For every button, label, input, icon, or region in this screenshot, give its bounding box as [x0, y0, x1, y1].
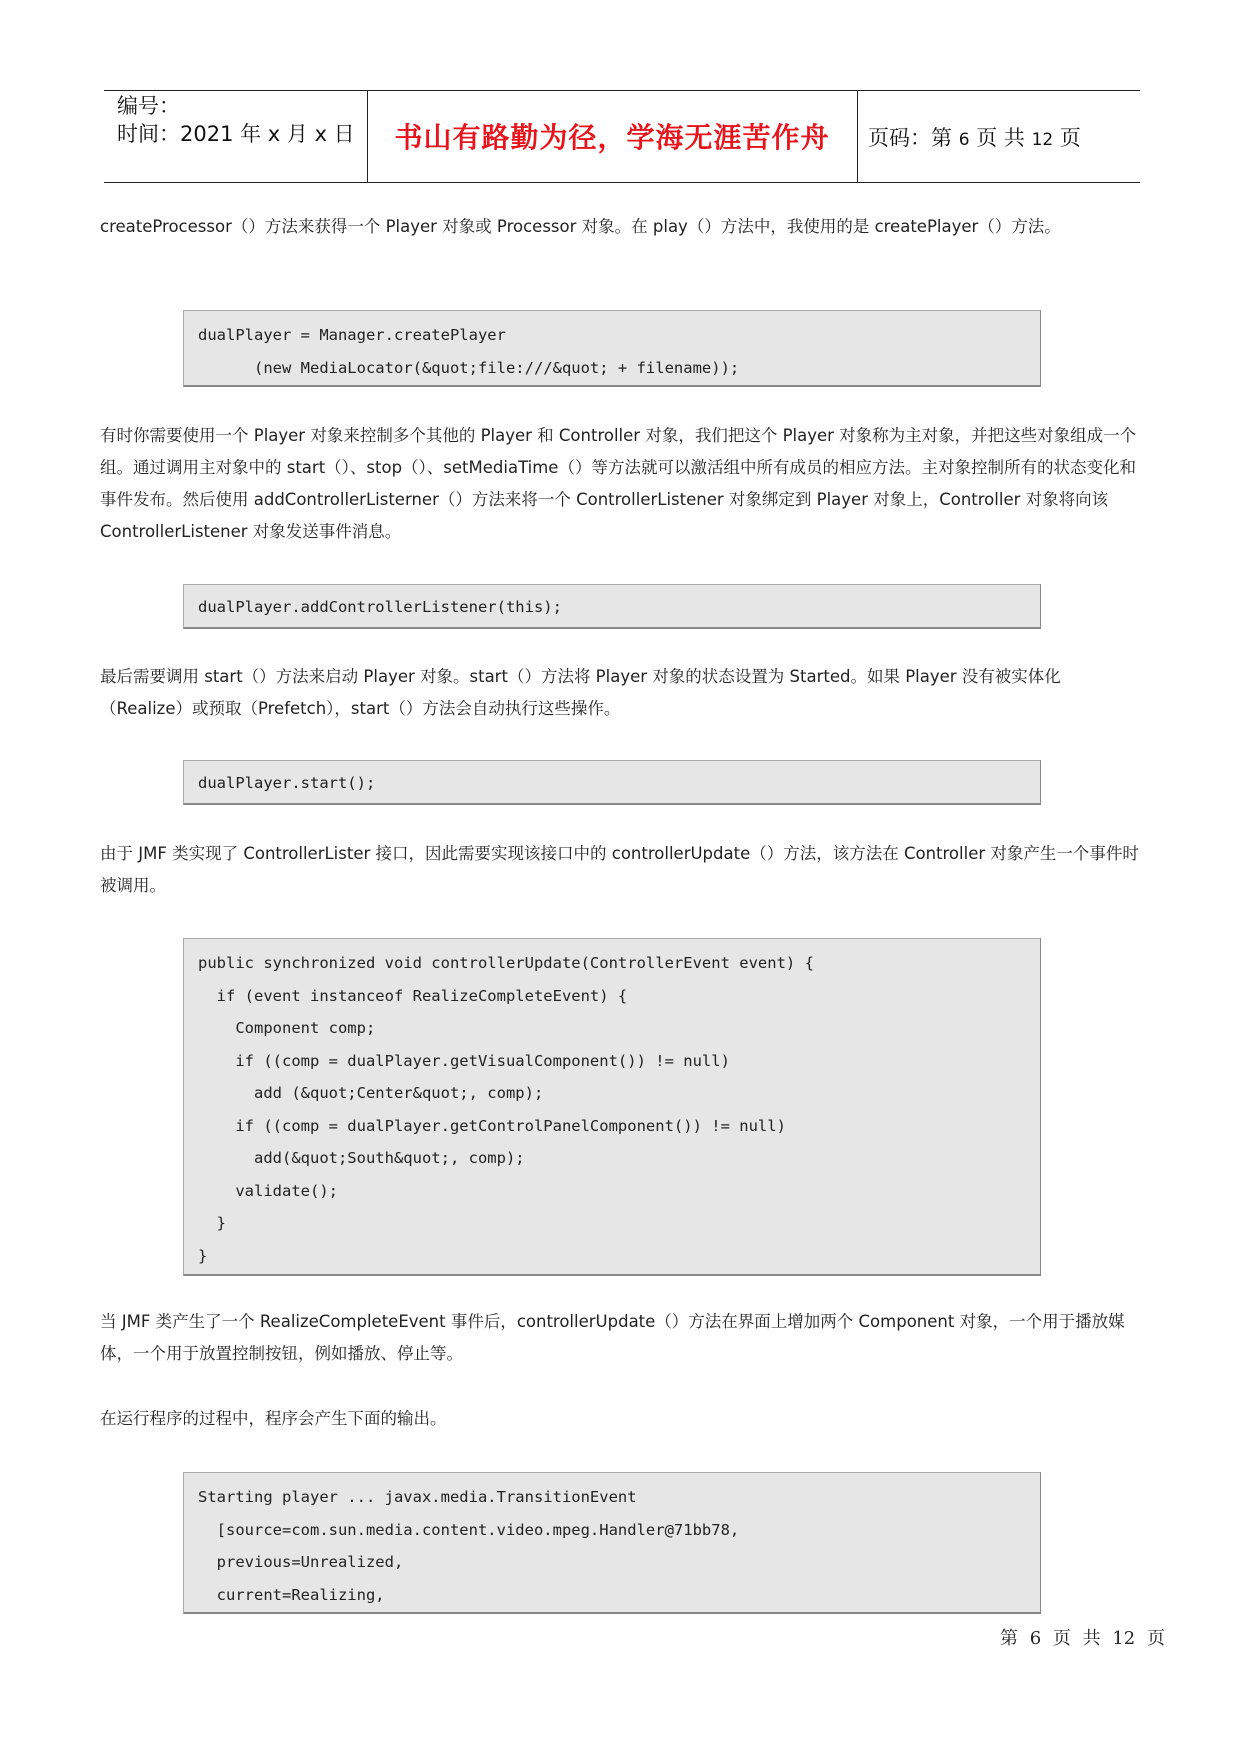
code-line: current=Realizing,: [198, 1585, 385, 1604]
code-block-5: [183, 1472, 1041, 1614]
paragraph-4: 由于 JMF 类实现了 ControllerLister 接口，因此需要实现该接口中的 controllerUpdate（）方法，该方法在 Controller 对象产生一个事件时被调用。: [100, 844, 1139, 895]
code-line: if ((comp = dualPlayer.getControlPanelComponent()) != null): [198, 1116, 786, 1135]
paragraph-5: 当 JMF 类产生了一个 RealizeCompleteEvent 事件后，controllerUpdate（）方法在界面上增加两个 Component 对象，一个用于播放媒体，一个用于放置控制按钮，例如播放、停止等。: [100, 1312, 1125, 1363]
page-total: 12: [1031, 130, 1054, 150]
code-line: previous=Unrealized,: [198, 1553, 404, 1571]
paragraph-1: createProcessor（）方法来获得一个 Player 对象或 Processor 对象。在 play（）方法中，我使用的是 createPlayer（）方法。: [100, 217, 1061, 236]
time-label: 时间：2021 年 x 月 x 日: [117, 122, 355, 146]
code-line: }: [198, 1214, 226, 1232]
code-line: if (event instanceof RealizeCompleteEvent) {: [198, 986, 628, 1005]
paragraph-3: 最后需要调用 start（）方法来启动 Player 对象。start（）方法将 Player 对象的状态设置为 Started。如果 Player 没有被实体化（Realize）或预取（Prefetch），start（）方法会自动执行这些操作。: [100, 667, 1061, 718]
header-page-info: [868, 122, 1081, 152]
code-line: dualPlayer.start();: [198, 774, 376, 792]
page-mid: 页 共: [976, 126, 1025, 150]
paragraph-6: 在运行程序的过程中，程序会产生下面的输出。: [100, 1409, 447, 1428]
code-line: }: [198, 1246, 208, 1265]
code-line: dualPlayer = Manager.createPlayer: [198, 326, 506, 344]
code-block-3: [183, 760, 1041, 805]
code-line: Component comp;: [198, 1019, 376, 1037]
code-line: add (&quot;Center&quot;, comp);: [198, 1084, 544, 1102]
header-meta: [117, 92, 355, 148]
code-line: add(&quot;South&quot;, comp);: [198, 1149, 525, 1167]
code-line: Starting player ... javax.media.TransitionEvent: [198, 1488, 637, 1506]
code-block-1: [183, 310, 1041, 387]
code-line: dualPlayer.addControllerListener(this);: [198, 598, 562, 616]
code-block-4: [183, 938, 1041, 1276]
code-block-2: [183, 584, 1041, 629]
code-line: [source=com.sun.media.content.video.mpeg.Handler@71bb78,: [198, 1520, 740, 1539]
serial-label: 编号：: [117, 94, 180, 118]
page-footer: 第 6 页 共 12 页: [1000, 1628, 1165, 1649]
code-line: if ((comp = dualPlayer.getVisualComponent()) != null): [198, 1051, 730, 1070]
header-top-rule: [104, 90, 1140, 91]
code-line: (new MediaLocator(&quot;file:///&quot; + filename));: [198, 358, 740, 377]
header-motto: 书山有路勤为径，学海无涯苦作舟: [394, 121, 830, 154]
header-divider-right: [857, 90, 858, 182]
code-line: public synchronized void controllerUpdate(ControllerEvent event) {: [198, 954, 814, 972]
page-current: 6: [958, 130, 970, 150]
header-bottom-rule: [104, 182, 1140, 183]
page-prefix: 页码：第: [868, 126, 952, 150]
page-suffix: 页: [1059, 126, 1081, 150]
code-line: validate();: [198, 1181, 338, 1200]
paragraph-2: 有时你需要使用一个 Player 对象来控制多个其他的 Player 和 Controller 对象，我们把这个 Player 对象称为主对象，并把这些对象组成一个组。通过调用主对象中的 start（）、stop（）、setMediaTime（）等方法就可以激活组中所有成员的相应方法。主对象控制所有的状态变化和事件发布。然后使用 addControllerListerner（）方法来将一个 ControllerListener 对象绑定到 Player 对象上，Controller 对象将向该 ControllerListener 对象发送事件消息。: [100, 426, 1137, 541]
